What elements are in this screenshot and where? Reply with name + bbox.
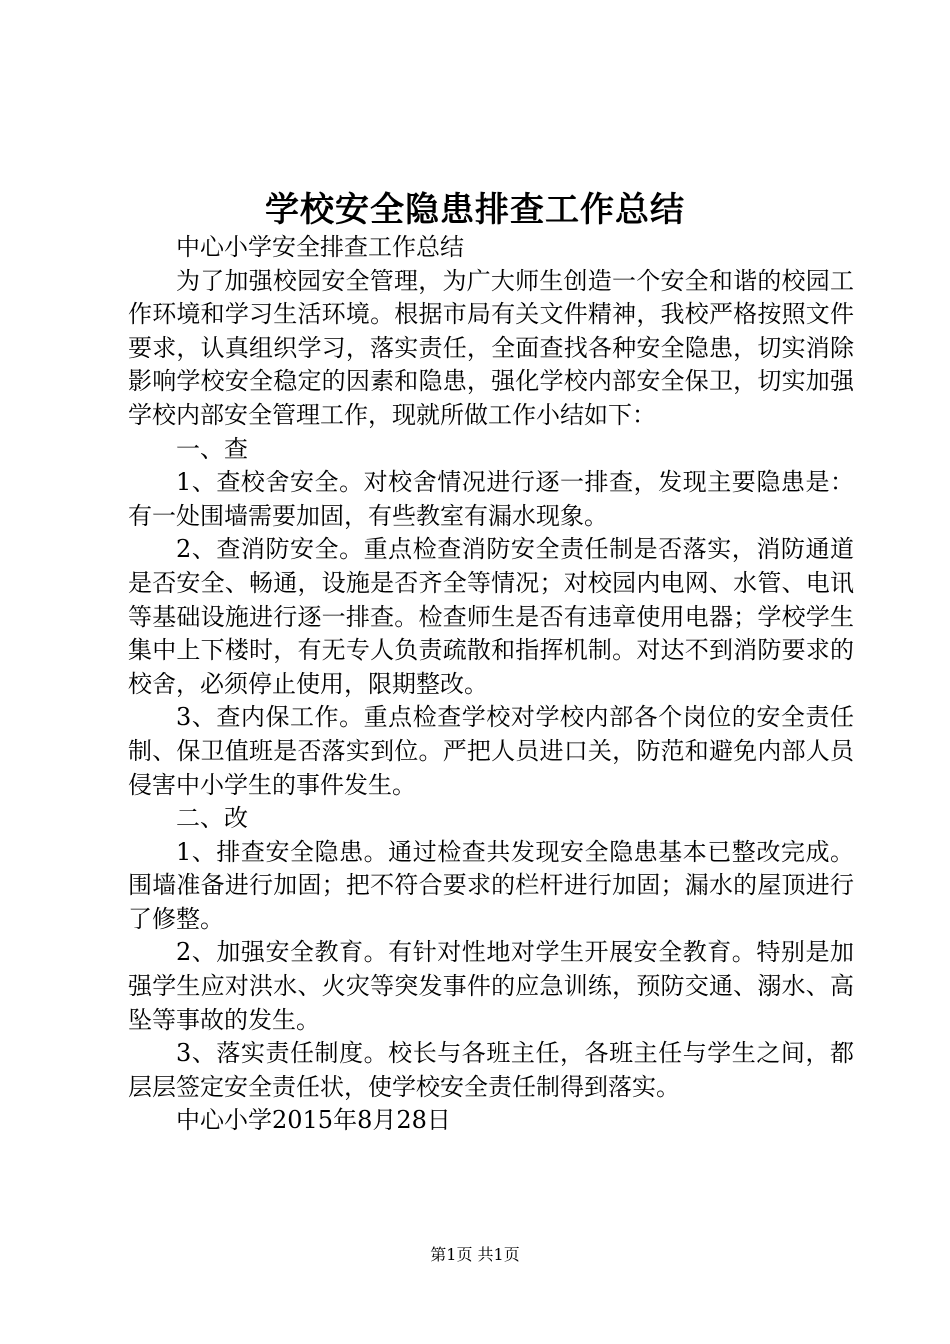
check-item-1: 1、查校舍安全。对校舍情况进行逐一排查，发现主要隐患是：有一处围墙需要加固，有些教室有漏水现象。 <box>128 468 854 530</box>
document-title: 学校安全隐患排查工作总结 <box>265 190 685 230</box>
check-item-3: 3、查内保工作。重点检查学校对学校内部各个岗位的安全责任制、保卫值班是否落实到位。严把人员进口关，防范和避免内部人员侵害中小学生的事件发生。 <box>128 703 854 799</box>
fix-item-1: 1、排查安全隐患。通过检查共发现安全隐患基本已整改完成。围墙准备进行加固；把不符合要求的栏杆进行加固；漏水的屋顶进行了修整。 <box>128 837 854 933</box>
intro-paragraph: 为了加强校园安全管理，为广大师生创造一个安全和谐的校园工作环境和学习生活环境。根据市局有关文件精神，我校严格按照文件要求，认真组织学习，落实责任，全面查找各种安全隐患，切实消除影响学校安全稳定的因素和隐患，强化学校内部安全保卫，切实加强学校内部安全管理工作，现就所做工作小结如下： <box>128 266 854 429</box>
section-heading-fix: 二、改 <box>176 804 248 833</box>
section-heading-check: 一、查 <box>176 434 248 463</box>
page-footer: 第1页 共1页 <box>430 1245 520 1264</box>
fix-item-2: 2、加强安全教育。有针对性地对学生开展安全教育。特别是加强学生应对洪水、火灾等突发事件的应急训练，预防交通、溺水、高坠等事故的发生。 <box>128 938 854 1034</box>
subtitle-paragraph: 中心小学安全排查工作总结 <box>176 233 464 261</box>
check-item-2: 2、查消防安全。重点检查消防安全责任制是否落实，消防通道是否安全、畅通，设施是否齐全等情况；对校园内电网、水管、电讯等基础设施进行逐一排查。检查师生是否有违章使用电器；学校学生集中上下楼时，有无专人负责疏散和指挥机制。对达不到消防要求的校舍，必须停止使用，限期整改。 <box>128 535 854 698</box>
fix-item-3: 3、落实责任制度。校长与各班主任，各班主任与学生之间，都层层签定安全责任状，使学校安全责任制得到落实。 <box>128 1039 854 1101</box>
signature-date: 中心小学2015年8月28日 <box>176 1106 451 1135</box>
document-body <box>128 231 854 1138</box>
